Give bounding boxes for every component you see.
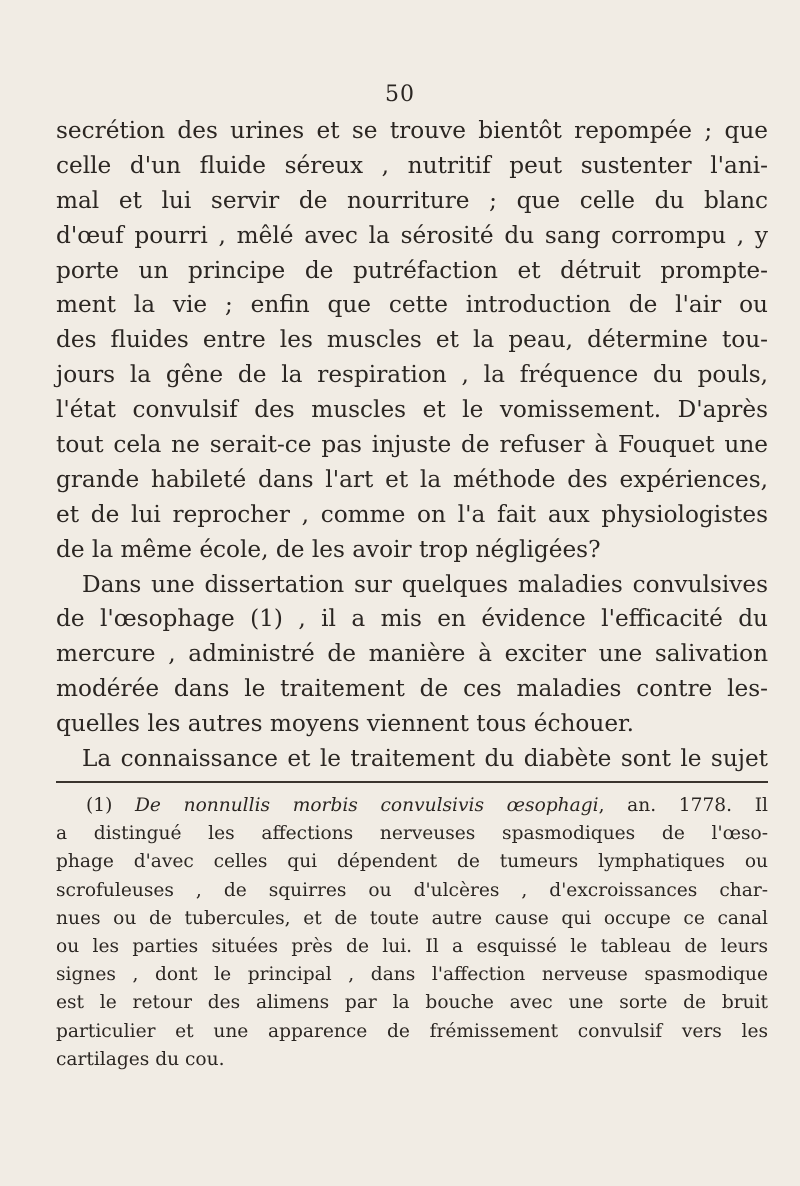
footnote-line: scrofuleuses , de squirres ou d'ulcères , d'excroissances char- [56,879,768,901]
footnote-title: De nonnullis morbis convulsivis œsophagi [135,795,599,816]
text-line: de l'œsophage (1) , il a mis en évidence l'efficacité du [56,605,768,633]
footnote-marker: (1) [86,795,113,816]
footnote [56,792,768,1074]
text-line: mal et lui servir de nourriture ; que celle du blanc [56,186,768,214]
text-line: tout cela ne serait-ce pas injuste de refuser à Fouquet une [56,431,768,459]
text-line: quelles les autres moyens viennent tous échouer. [56,710,634,738]
footnote-line: nues ou de tubercules, et de toute autre cause qui occupe ce canal [56,907,768,929]
text-line: Dans une dissertation sur quelques maladies convulsives [82,570,768,598]
text-line: celle d'un fluide séreux , nutritif peut sustenter l'ani- [56,151,768,179]
footnote-line: ou les parties situées près de lui. Il a esquissé le tableau de leurs [56,935,768,957]
footnote-line: phage d'avec celles qui dépendent de tumeurs lymphatiques ou [56,851,768,873]
text-line: grande habileté dans l'art et la méthode des expériences, [56,465,768,493]
footnote-line: signes , dont le principal , dans l'affection nerveuse spasmodique [56,964,768,986]
footnote-line: est le retour des alimens par la bouche avec une sorte de bruit [56,992,768,1014]
text-line: de la même école, de les avoir trop négligées? [56,535,601,563]
text-line: jours la gêne de la respiration , la fréquence du pouls, [56,361,768,389]
footnote-divider [56,781,768,783]
footnote-year: , an. 1778. Il [598,795,768,816]
footnote-line: cartilages du cou. [56,1048,225,1070]
main-text [56,114,768,777]
text-line: des fluides entre les muscles et la peau, détermine tou- [56,326,768,354]
text-line: modérée dans le traitement de ces maladies contre les- [56,675,768,703]
text-line: La connaissance et le traitement du diabète sont le sujet [82,745,768,773]
text-line: et de lui reprocher , comme on l'a fait aux physiologistes [56,500,768,528]
text-line: porte un principe de putréfaction et détruit prompte- [56,256,768,284]
text-line: l'état convulsif des muscles et le vomissement. D'après [56,396,768,424]
footnote-line: particulier et une apparence de frémissement convulsif vers les [56,1020,768,1042]
page-number: 50 [385,82,415,107]
text-line: mercure , administré de manière à exciter une salivation [56,640,768,668]
text-line: d'œuf pourri , mêlé avec la sérosité du sang corrompu , y [56,221,768,249]
text-line: secrétion des urines et se trouve bientôt repompée ; que [56,117,768,144]
text-line: ment la vie ; enfin que cette introduction de l'air ou [56,291,768,319]
footnote-line: a distingué les affections nerveuses spasmodiques de l'œso- [56,823,768,845]
footnote-first-line [56,792,768,820]
